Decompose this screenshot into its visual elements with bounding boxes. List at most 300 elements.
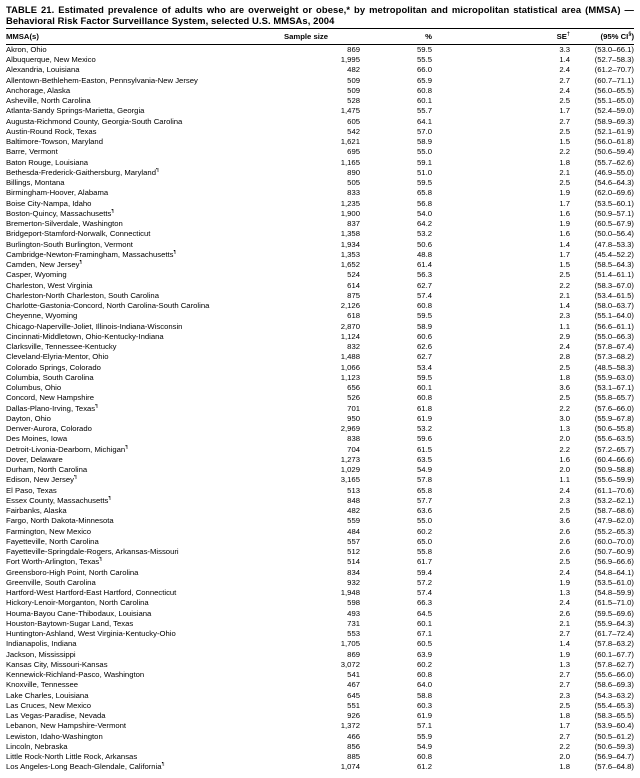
se-cell: 3.6 (559, 516, 570, 526)
mmsa-cell: Baton Rouge, Louisiana (6, 157, 89, 167)
sample-size-cell: 509 (347, 75, 360, 85)
table-row (6, 127, 634, 137)
percent-cell: 59.4 (417, 567, 432, 577)
ci-cell: (53.2–62.1) (594, 495, 634, 505)
sample-size-cell: 701 (347, 403, 360, 413)
sample-size-cell: 1,165 (340, 157, 360, 167)
mmsa-cell: Birmingham-Hoover, Alabama (6, 188, 109, 198)
percent-cell: 59.5 (417, 372, 432, 382)
sample-size-cell: 614 (347, 280, 360, 290)
se-label: SE (556, 31, 567, 41)
table-row (6, 260, 634, 270)
table-row (6, 404, 634, 414)
table-row (6, 670, 634, 680)
se-cell: 1.9 (559, 649, 570, 659)
ci-cell: (60.7–71.1) (594, 75, 634, 85)
mmsa-cell: Columbus, Ohio (6, 383, 62, 393)
se-cell: 2.8 (559, 352, 570, 362)
sample-size-cell: 2,969 (340, 424, 360, 434)
se-cell: 3.3 (559, 44, 570, 54)
percent-cell: 53.2 (417, 229, 432, 239)
sample-size-cell: 1,705 (340, 639, 360, 649)
percent-cell: 56.3 (417, 270, 432, 280)
ci-cell: (50.0–56.4) (594, 229, 634, 239)
table-row (6, 598, 634, 608)
table-row (6, 383, 634, 393)
mmsa-cell: Dallas-Plano-Irving, Texas¶ (6, 403, 99, 413)
sample-size-cell: 834 (347, 567, 360, 577)
table-row (6, 721, 634, 731)
mmsa-cell: Concord, New Hampshire (6, 393, 95, 403)
table-row (6, 475, 634, 485)
se-cell: 1.4 (559, 239, 570, 249)
percent-cell: 57.2 (417, 577, 432, 587)
se-cell: 2.0 (559, 752, 570, 762)
percent-cell: 60.8 (417, 301, 432, 311)
table-row (6, 117, 634, 127)
table-row (6, 209, 634, 219)
se-cell: 1.4 (559, 639, 570, 649)
percent-cell: 58.9 (417, 321, 432, 331)
table-row (6, 578, 634, 588)
table-row (6, 188, 634, 198)
se-cell: 3.6 (559, 383, 570, 393)
se-cell: 1.9 (559, 188, 570, 198)
sample-size-cell: 1,621 (340, 137, 360, 147)
sample-size-cell: 848 (347, 495, 360, 505)
sample-size-cell: 1,948 (340, 588, 360, 598)
se-cell: 2.2 (559, 280, 570, 290)
sample-size-cell: 1,066 (340, 362, 360, 372)
ci-cell: (50.6–55.8) (594, 424, 634, 434)
mmsa-cell: Allentown-Bethlehem-Easton, Pennsylvania-New Jersey (6, 75, 198, 85)
percent-cell: 56.8 (417, 198, 432, 208)
mmsa-cell: Burlington-South Burlington, Vermont (6, 239, 133, 249)
percent-cell: 60.2 (417, 659, 432, 669)
ci-cell: (56.6–61.1) (594, 321, 634, 331)
percent-cell: 59.5 (417, 311, 432, 321)
se-cell: 1.5 (559, 260, 570, 270)
ci-cell: (57.6–64.8) (594, 762, 634, 772)
table-row (6, 250, 634, 260)
se-cell: 2.5 (559, 126, 570, 136)
mmsa-cell: Los Angeles-Long Beach-Glendale, California¶ (6, 762, 165, 772)
table-row (6, 557, 634, 567)
sample-size-cell: 542 (347, 126, 360, 136)
mmsa-cell: Little Rock-North Little Rock, Arkansas (6, 752, 138, 762)
ci-cell: (58.9–69.3) (594, 116, 634, 126)
footnote-marker: ¶ (173, 249, 177, 256)
se-cell: 2.5 (559, 178, 570, 188)
se-cell: 1.3 (559, 588, 570, 598)
se-cell: 2.0 (559, 434, 570, 444)
table-row (6, 352, 634, 362)
column-header-se (438, 28, 570, 44)
sample-size-cell: 837 (347, 219, 360, 229)
ci-cell: (57.8–67.4) (594, 342, 634, 352)
mmsa-cell: Hickory-Lenoir-Morganton, North Carolina (6, 598, 149, 608)
mmsa-cell: Clarksville, Tennessee-Kentucky (6, 342, 117, 352)
ci-cell: (50.5–61.2) (594, 731, 634, 741)
footnote-marker: ¶ (99, 557, 103, 563)
se-cell: 1.1 (559, 321, 570, 331)
mmsa-cell: Detroit-Livonia-Dearborn, Michigan¶ (6, 444, 129, 454)
ci-cell: (56.0–65.5) (594, 85, 634, 95)
se-cell: 1.8 (559, 762, 570, 772)
se-cell: 2.6 (559, 526, 570, 536)
percent-cell: 65.8 (417, 188, 432, 198)
percent-cell: 60.1 (417, 618, 432, 628)
percent-cell: 65.8 (417, 485, 432, 495)
ci-cell: (57.2–65.7) (594, 444, 634, 454)
sample-size-cell: 505 (347, 178, 360, 188)
percent-cell: 60.2 (417, 526, 432, 536)
mmsa-cell: Cincinnati-Middletown, Ohio-Kentucky-Indiana (6, 331, 164, 341)
mmsa-cell: Fayetteville-Springdale-Rogers, Arkansas-Missouri (6, 547, 179, 557)
ci-cell: (55.7–62.6) (594, 157, 634, 167)
table-header (6, 28, 634, 44)
table-row (6, 229, 634, 239)
table-row (6, 311, 634, 321)
ci-footnote-marker: § (628, 31, 632, 38)
table-row (6, 363, 634, 373)
sample-size-cell: 645 (347, 690, 360, 700)
percent-cell: 61.4 (417, 260, 432, 270)
percent-cell: 57.7 (417, 495, 432, 505)
ci-cell: (57.8–62.7) (594, 659, 634, 669)
percent-cell: 63.9 (417, 649, 432, 659)
ci-cell: (57.8–63.2) (594, 639, 634, 649)
mmsa-cell: Edison, New Jersey¶ (6, 475, 77, 485)
percent-cell: 53.2 (417, 424, 432, 434)
se-cell: 2.5 (559, 393, 570, 403)
ci-cell: (56.0–61.8) (594, 137, 634, 147)
ci-cell: (58.3–67.0) (594, 280, 634, 290)
percent-cell: 64.5 (417, 608, 432, 618)
table-row (6, 680, 634, 690)
percent-cell: 59.6 (417, 434, 432, 444)
sample-size-cell: 1,900 (340, 208, 360, 218)
percent-cell: 54.9 (417, 741, 432, 751)
se-cell: 1.4 (559, 301, 570, 311)
ci-cell: (58.0–63.7) (594, 301, 634, 311)
se-cell: 2.4 (559, 485, 570, 495)
mmsa-cell: Fort Worth-Arlington, Texas¶ (6, 557, 103, 567)
mmsa-cell: Boise City-Nampa, Idaho (6, 198, 92, 208)
mmsa-cell: Cheyenne, Wyoming (6, 311, 78, 321)
se-cell: 1.7 (559, 198, 570, 208)
percent-cell: 60.6 (417, 331, 432, 341)
se-cell: 2.4 (559, 85, 570, 95)
ci-cell: (61.7–72.4) (594, 629, 634, 639)
sample-size-cell: 950 (347, 413, 360, 423)
se-cell: 2.9 (559, 331, 570, 341)
se-cell: 2.2 (559, 147, 570, 157)
mmsa-cell: Camden, New Jersey¶ (6, 260, 83, 270)
ci-cell: (55.6–66.0) (594, 670, 634, 680)
ci-cell: (54.3–63.2) (594, 690, 634, 700)
mmsa-cell: Bridgeport-Stamford-Norwalk, Connecticut (6, 229, 151, 239)
mmsa-cell: Fayetteville, North Carolina (6, 536, 99, 546)
sample-size-cell: 553 (347, 629, 360, 639)
table-row (6, 424, 634, 434)
se-cell: 2.6 (559, 608, 570, 618)
ci-cell: (55.9–64.3) (594, 618, 634, 628)
se-cell: 2.6 (559, 536, 570, 546)
ci-cell: (55.2–65.3) (594, 526, 634, 536)
sample-size-cell: 1,358 (340, 229, 360, 239)
percent-cell: 61.7 (417, 557, 432, 567)
footnote-marker: ¶ (155, 167, 159, 174)
table-row (6, 752, 634, 762)
table-title: TABLE 21. Estimated prevalence of adults who are overweight or obese,* by metropolitan and micropolitan statistical area (MMSA) — Behavioral Risk Factor Surveillance System, selected U.S. MMSAs, 2004 (6, 4, 634, 27)
mmsa-cell: Houma-Bayou Cane-Thibodaux, Louisiana (6, 608, 152, 618)
percent-cell: 60.8 (417, 670, 432, 680)
ci-cell: (55.0–66.3) (594, 331, 634, 341)
ci-cell: (53.0–66.1) (594, 44, 634, 54)
mmsa-cell: Las Vegas-Paradise, Nevada (6, 711, 106, 721)
se-cell: 2.4 (559, 65, 570, 75)
ci-cell: (62.0–69.6) (594, 188, 634, 198)
se-cell: 1.8 (559, 372, 570, 382)
se-cell: 2.2 (559, 444, 570, 454)
mmsa-cell: Indianapolis, Indiana (6, 639, 77, 649)
sample-size-cell: 1,124 (340, 331, 360, 341)
mmsa-cell: Houston-Baytown-Sugar Land, Texas (6, 618, 134, 628)
sample-size-cell: 1,652 (340, 260, 360, 270)
column-header-sample-size: Sample size (258, 28, 364, 44)
table-row (6, 291, 634, 301)
ci-cell: (55.1–64.0) (594, 311, 634, 321)
sample-size-cell: 598 (347, 598, 360, 608)
se-cell: 2.5 (559, 270, 570, 280)
se-cell: 1.8 (559, 711, 570, 721)
table-row (6, 547, 634, 557)
footnote-marker: ¶ (161, 762, 165, 768)
ci-cell: (56.9–64.7) (594, 752, 634, 762)
percent-cell: 53.4 (417, 362, 432, 372)
se-cell: 2.4 (559, 342, 570, 352)
ci-cell: (59.5–69.6) (594, 608, 634, 618)
sample-size-cell: 514 (347, 557, 360, 567)
mmsa-cell: Boston-Quincy, Massachusetts¶ (6, 208, 115, 218)
mmsa-cell: Fairbanks, Alaska (6, 506, 67, 516)
table-row (6, 465, 634, 475)
ci-cell: (50.7–60.9) (594, 547, 634, 557)
ci-cell: (60.1–67.7) (594, 649, 634, 659)
percent-cell: 64.0 (417, 680, 432, 690)
se-cell: 2.2 (559, 403, 570, 413)
table-row (6, 270, 634, 280)
percent-cell: 62.6 (417, 342, 432, 352)
percent-cell: 60.8 (417, 393, 432, 403)
mmsa-cell: Anchorage, Alaska (6, 85, 71, 95)
ci-cell: (53.5–61.0) (594, 577, 634, 587)
mmsa-cell: Dover, Delaware (6, 454, 63, 464)
percent-cell: 66.3 (417, 598, 432, 608)
mmsa-cell: Charlotte-Gastonia-Concord, North Carolina-South Carolina (6, 301, 210, 311)
mmsa-cell: Kansas City, Missouri-Kansas (6, 659, 108, 669)
table-row (6, 240, 634, 250)
table-row (6, 86, 634, 96)
mmsa-cell: Hartford-West Hartford-East Hartford, Connecticut (6, 588, 177, 598)
percent-cell: 61.9 (417, 413, 432, 423)
mmsa-cell: Greensboro-High Point, North Carolina (6, 567, 139, 577)
ci-cell: (50.6–59.4) (594, 147, 634, 157)
ci-cell: (53.1–67.1) (594, 383, 634, 393)
mmsa-cell: Charleston-North Charleston, South Carolina (6, 290, 159, 300)
footnote-marker: ¶ (108, 495, 112, 502)
ci-cell: (54.6–64.3) (594, 178, 634, 188)
se-cell: 2.7 (559, 680, 570, 690)
ci-cell: (47.8–53.3) (594, 239, 634, 249)
table-row (6, 55, 634, 65)
mmsa-cell: Fargo, North Dakota-Minnesota (6, 516, 114, 526)
sample-size-cell: 528 (347, 96, 360, 106)
table-row (6, 486, 634, 496)
percent-cell: 55.0 (417, 516, 432, 526)
percent-cell: 61.9 (417, 711, 432, 721)
sample-size-cell: 932 (347, 577, 360, 587)
percent-cell: 54.9 (417, 465, 432, 475)
percent-cell: 48.8 (417, 249, 432, 259)
percent-cell: 55.7 (417, 106, 432, 116)
table-row (6, 527, 634, 537)
table-row (6, 44, 634, 55)
percent-cell: 55.8 (417, 547, 432, 557)
mmsa-cell: Las Cruces, New Mexico (6, 700, 92, 710)
mmsa-cell: Kennewick-Richland-Pasco, Washington (6, 670, 145, 680)
percent-cell: 54.0 (417, 208, 432, 218)
se-cell: 2.7 (559, 670, 570, 680)
se-cell: 2.4 (559, 598, 570, 608)
sample-size-cell: 482 (347, 506, 360, 516)
se-cell: 2.5 (559, 96, 570, 106)
percent-cell: 63.6 (417, 506, 432, 516)
table-row (6, 322, 634, 332)
percent-cell: 50.6 (417, 239, 432, 249)
sample-size-cell: 869 (347, 44, 360, 54)
mmsa-cell: Denver-Aurora, Colorado (6, 424, 92, 434)
table-row (6, 106, 634, 116)
sample-size-cell: 512 (347, 547, 360, 557)
se-cell: 1.6 (559, 454, 570, 464)
mmsa-cell: Lincoln, Nebraska (6, 741, 68, 751)
sample-size-cell: 509 (347, 85, 360, 95)
se-cell: 2.4 (559, 567, 570, 577)
sample-size-cell: 605 (347, 116, 360, 126)
se-cell: 3.0 (559, 413, 570, 423)
percent-cell: 62.7 (417, 352, 432, 362)
percent-cell: 57.4 (417, 290, 432, 300)
se-cell: 1.3 (559, 424, 570, 434)
se-cell: 1.9 (559, 577, 570, 587)
percent-cell: 63.5 (417, 454, 432, 464)
sample-size-cell: 1,123 (340, 372, 360, 382)
sample-size-cell: 559 (347, 516, 360, 526)
sample-size-cell: 1,074 (340, 762, 360, 772)
se-footnote-marker: † (566, 31, 570, 38)
percent-cell: 58.9 (417, 137, 432, 147)
header-row (6, 28, 634, 44)
ci-cell: (51.4–61.1) (594, 270, 634, 280)
sample-size-cell: 557 (347, 536, 360, 546)
ci-cell: (55.6–63.5) (594, 434, 634, 444)
sample-size-cell: 551 (347, 700, 360, 710)
table-row (6, 168, 634, 178)
table-row (6, 711, 634, 721)
mmsa-cell: Akron, Ohio (6, 44, 47, 54)
mmsa-cell: Augusta-Richmond County, Georgia-South Carolina (6, 116, 183, 126)
table-row (6, 137, 634, 147)
se-cell: 2.7 (559, 116, 570, 126)
se-cell: 1.4 (559, 55, 570, 65)
se-cell: 1.6 (559, 208, 570, 218)
table-row (6, 373, 634, 383)
table-row (6, 691, 634, 701)
se-cell: 1.5 (559, 137, 570, 147)
sample-size-cell: 2,870 (340, 321, 360, 331)
table-row (6, 178, 634, 188)
percent-cell: 59.5 (417, 178, 432, 188)
se-cell: 1.8 (559, 157, 570, 167)
mmsa-cell: Durham, North Carolina (6, 465, 88, 475)
table-row (6, 455, 634, 465)
se-cell: 2.3 (559, 690, 570, 700)
mmsa-cell: Asheville, North Carolina (6, 96, 91, 106)
percent-cell: 55.0 (417, 147, 432, 157)
se-cell: 2.1 (559, 618, 570, 628)
mmsa-cell: Billings, Montana (6, 178, 65, 188)
sample-size-cell: 656 (347, 383, 360, 393)
table-row (6, 199, 634, 209)
sample-size-cell: 1,353 (340, 249, 360, 259)
sample-size-cell: 484 (347, 526, 360, 536)
percent-cell: 62.7 (417, 280, 432, 290)
sample-size-cell: 3,072 (340, 659, 360, 669)
percent-cell: 66.0 (417, 65, 432, 75)
percent-cell: 64.1 (417, 116, 432, 126)
table-row (6, 393, 634, 403)
mmsa-cell: Cambridge-Newton-Framingham, Massachusetts¶ (6, 249, 177, 259)
se-cell: 1.7 (559, 721, 570, 731)
table-row (6, 732, 634, 742)
sample-size-cell: 482 (347, 65, 360, 75)
mmsa-cell: Baltimore-Towson, Maryland (6, 137, 103, 147)
ci-cell: (55.9–67.8) (594, 413, 634, 423)
mmsa-cell: Colorado Springs, Colorado (6, 362, 101, 372)
se-cell: 2.7 (559, 75, 570, 85)
ci-cell: (60.5–67.9) (594, 219, 634, 229)
sample-size-cell: 838 (347, 434, 360, 444)
percent-cell: 61.5 (417, 444, 432, 454)
sample-size-cell: 1,029 (340, 465, 360, 475)
table-row (6, 619, 634, 629)
se-cell: 2.5 (559, 700, 570, 710)
column-header-percent: % (364, 28, 438, 44)
table-row (6, 701, 634, 711)
mmsa-cell: Chicago-Naperville-Joliet, Illinois-Indiana-Wisconsin (6, 321, 183, 331)
ci-label-close: ) (631, 31, 634, 41)
mmsa-cell: Dayton, Ohio (6, 413, 51, 423)
percent-cell: 60.3 (417, 700, 432, 710)
ci-cell: (55.9–63.0) (594, 372, 634, 382)
percent-cell: 59.1 (417, 157, 432, 167)
sample-size-cell: 833 (347, 188, 360, 198)
ci-cell: (54.8–64.1) (594, 567, 634, 577)
table-row (6, 588, 634, 598)
ci-cell: (46.9–55.0) (594, 167, 634, 177)
